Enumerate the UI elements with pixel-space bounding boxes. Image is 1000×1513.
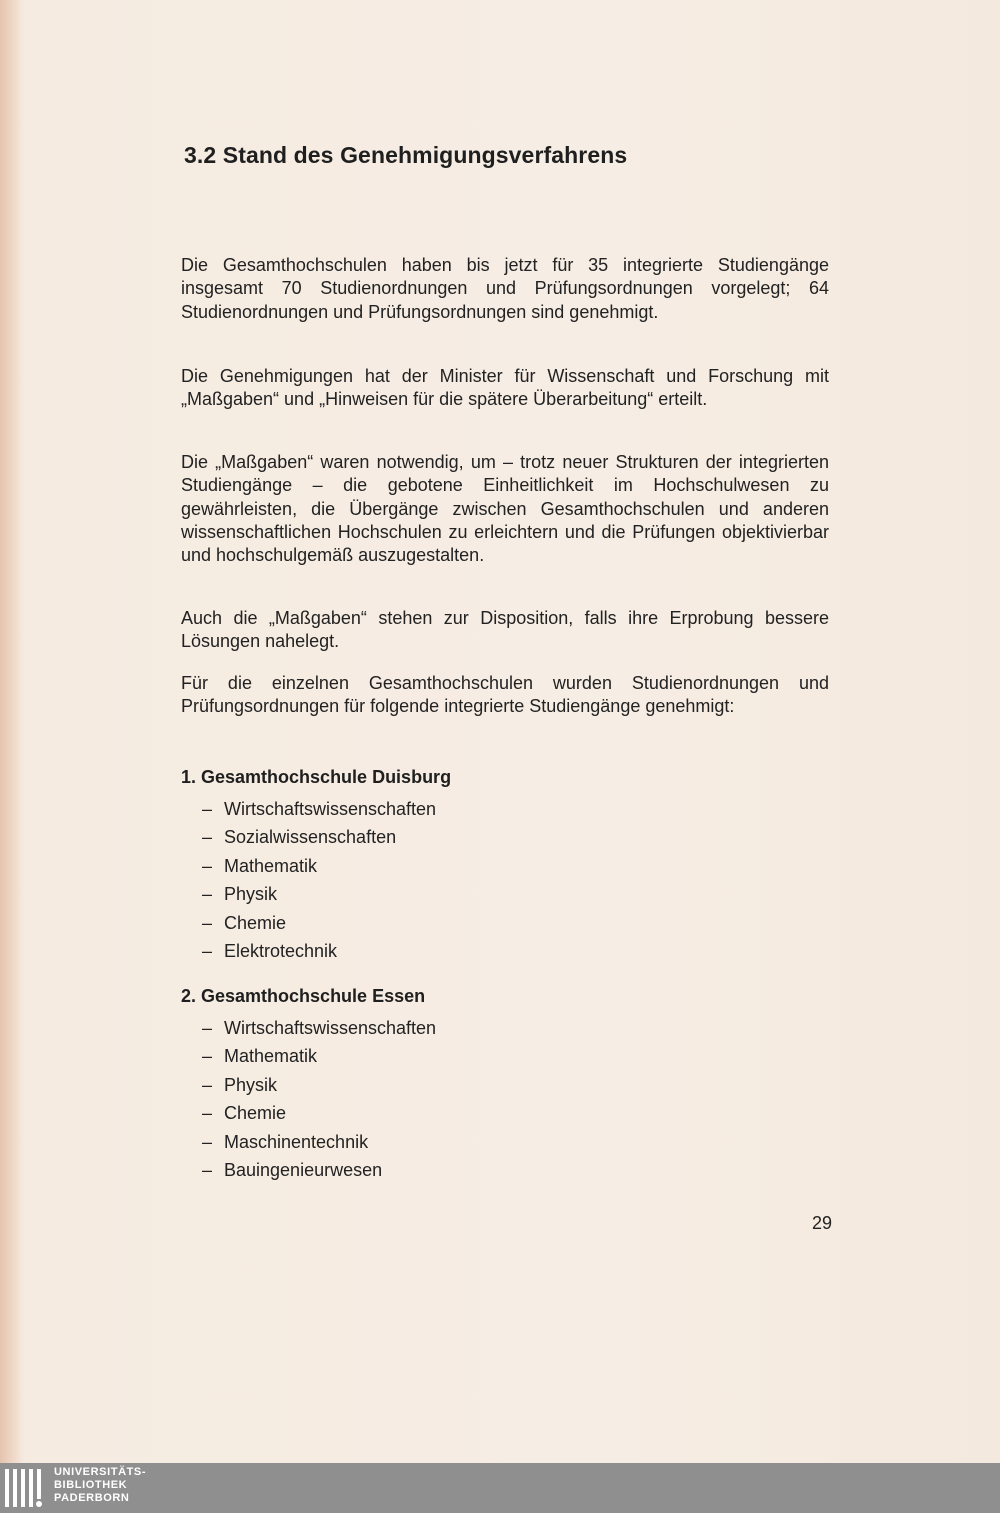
page-number: 29	[812, 1213, 833, 1233]
list-item-label: Maschinentechnik	[224, 1131, 369, 1152]
dash-marker: –	[202, 827, 213, 848]
page-spine-shadow	[0, 0, 22, 1463]
paragraph-2	[181, 365, 829, 412]
subheading-essen: 2. Gesamthochschule Essen	[181, 986, 426, 1006]
list-item-label: Chemie	[224, 912, 287, 933]
dash-marker: –	[202, 1046, 213, 1067]
list-item-label: Chemie	[224, 1103, 287, 1124]
dash-marker: –	[202, 799, 213, 819]
list-item	[202, 1099, 436, 1127]
library-logo-text	[54, 1466, 146, 1505]
paragraph-1	[181, 254, 829, 324]
paragraph-text: Die Gesamthochschulen haben bis jetzt für 35 integrierte Studiengänge insgesamt 70 Studienordnungen und Prüfungsordnungen vorgelegt; 64 Studienordnungen und Prüfungsordnungen sind genehmigt.	[181, 255, 829, 322]
list-essen	[202, 1014, 436, 1184]
list-item	[202, 823, 436, 851]
list-item	[202, 937, 436, 965]
paragraph-4	[181, 607, 829, 654]
list-item-label: Mathematik	[224, 855, 318, 876]
list-item	[202, 1071, 436, 1099]
list-item	[202, 852, 436, 880]
dash-marker: –	[202, 1074, 213, 1095]
paragraph-text: Die „Maßgaben“ waren notwendig, um – trotz neuer Strukturen der integrierten Studiengänge – die gebotene Einheitlichkeit im Hochschulwesen zu gewährleisten, die Übergänge zwischen Gesamthochschulen und anderen wissenschaftlichen Hochschulen zu erleichtern und die Prüfungen objektivierbar und hochschulgemäß auszugestalten.	[181, 452, 829, 566]
logo-line: UNIVERSITÄTS-	[54, 1466, 147, 1478]
list-item-label: Elektrotechnik	[224, 940, 338, 961]
list-item	[202, 795, 436, 823]
dash-marker: –	[202, 912, 213, 933]
list-duisburg	[202, 795, 436, 965]
paragraph-text: Auch die „Maßgaben“ stehen zur Disposition, falls ihre Erprobung bessere Lösungen nahelegt.	[181, 608, 829, 652]
list-item	[202, 880, 436, 908]
dash-marker: –	[202, 884, 213, 905]
list-item-label: Mathematik	[224, 1046, 318, 1067]
list-item-label: Wirtschaftswissenschaften	[224, 799, 437, 819]
list-item-label: Sozialwissenschaften	[224, 827, 397, 848]
library-footer-bar	[0, 1463, 1000, 1513]
dash-marker: –	[202, 1159, 213, 1180]
paragraph-text: Die Genehmigungen hat der Minister für Wissenschaft und Forschung mit „Maßgaben“ und „Hinweisen für die spätere Überarbeitung“ erteilt.	[181, 366, 829, 410]
logo-line: PADERBORN	[54, 1492, 130, 1504]
list-item	[202, 909, 436, 937]
dash-marker: –	[202, 855, 213, 876]
paragraph-3	[181, 451, 829, 567]
list-item-label: Bauingenieurwesen	[224, 1159, 383, 1180]
list-item	[202, 1014, 436, 1042]
subheading-duisburg: 1. Gesamthochschule Duisburg	[181, 767, 452, 787]
section-heading: 3.2 Stand des Genehmigungsverfahrens	[184, 142, 628, 168]
list-item	[202, 1128, 436, 1156]
dash-marker: –	[202, 1018, 213, 1038]
dash-marker: –	[202, 1103, 213, 1124]
dash-marker: –	[202, 940, 213, 961]
dash-marker: –	[202, 1131, 213, 1152]
paragraph-text: Für die einzelnen Gesamthochschulen wurden Studienordnungen und Prüfungsordnungen für folgende integrierte Studiengänge genehmigt:	[181, 673, 829, 717]
list-item	[202, 1042, 436, 1070]
list-item-label: Wirtschaftswissenschaften	[224, 1018, 437, 1038]
list-item-label: Physik	[224, 884, 278, 905]
logo-line: BIBLIOTHEK	[54, 1479, 128, 1491]
library-logo-icon	[4, 1467, 46, 1509]
list-item-label: Physik	[224, 1074, 278, 1095]
paragraph-5	[181, 672, 829, 719]
list-item	[202, 1156, 436, 1184]
